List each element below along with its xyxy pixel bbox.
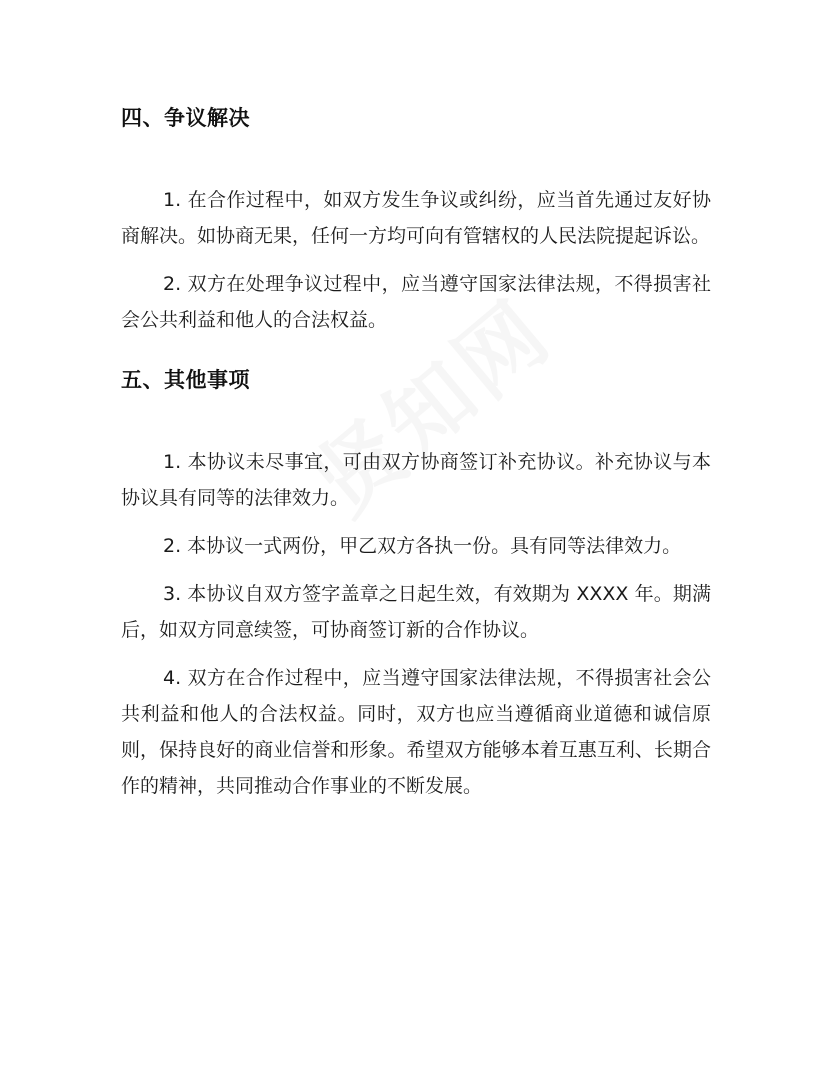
paragraph: 2. 双方在处理争议过程中，应当遵守国家法律法规，不得损害社会公共利益和他人的合法权益。 (121, 273, 711, 331)
section-heading: 四、争议解决 (121, 106, 250, 130)
section-other-matters (121, 360, 711, 804)
paragraph: 1. 在合作过程中，如双方发生争议或纠纷，应当首先通过友好协商解决。如协商无果，任何一方均可向有管辖权的人民法院提起诉讼。 (121, 189, 711, 247)
paragraph: 2. 本协议一式两份，甲乙双方各执一份。具有同等法律效力。 (163, 535, 682, 557)
section-heading: 五、其他事项 (121, 368, 250, 392)
paragraph: 1. 本协议未尽事宜，可由双方协商签订补充协议。补充协议与本协议具有同等的法律效力。 (121, 451, 711, 509)
section-dispute-resolution (121, 98, 711, 338)
paragraph: 3. 本协议自双方签字盖章之日起生效，有效期为 XXXX 年。期满后，如双方同意续签，可协商签订新的合作协议。 (121, 583, 711, 641)
document-content (121, 98, 711, 826)
paragraph: 4. 双方在合作过程中，应当遵守国家法律法规，不得损害社会公共利益和他人的合法权益。同时，双方也应当遵循商业道德和诚信原则，保持良好的商业信誉和形象。希望双方能够本着互惠互利、长期合作的精神，共同推动合作事业的不断发展。 (121, 667, 711, 797)
